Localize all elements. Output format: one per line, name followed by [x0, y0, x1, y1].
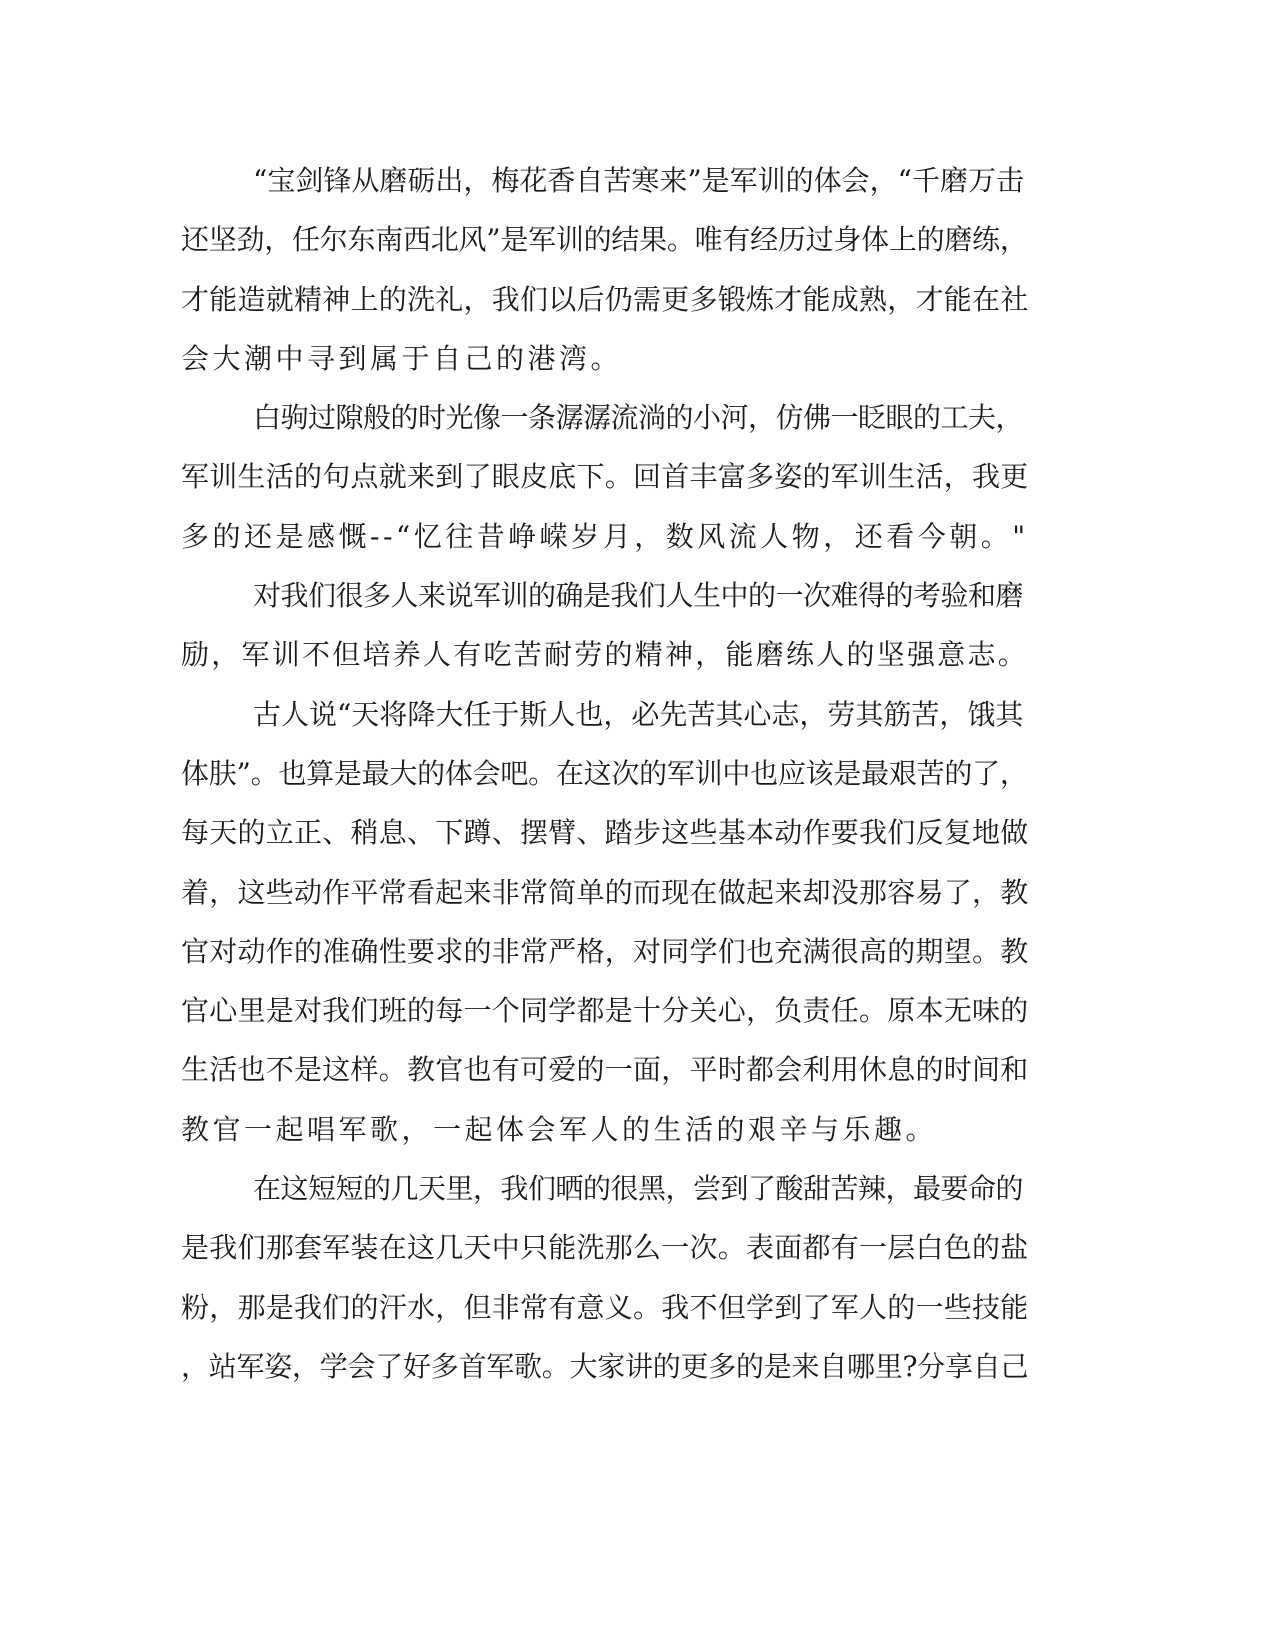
text-line: “宝剑锋从磨砺出，梅花香自苦寒来”是军训的体会，“千磨万击: [253, 164, 1024, 197]
text-line: 多的还是感慨--“忆往昔峥嵘岁月，数风流人物，还看今朝。": [181, 519, 1029, 553]
text-line: ，站军姿，学会了好多首军歌。大家讲的更多的是来自哪里?分享自己: [181, 1349, 1029, 1383]
text-line: 才能造就精神上的洗礼，我们以后仍需更多锻炼才能成熟，才能在社: [181, 282, 1029, 316]
text-line: 古人说“天将降大任于斯人也，必先苦其心志，劳其筋苦，饿其: [253, 697, 1024, 731]
text-line: 还坚劲，任尔东南西北风”是军训的结果。唯有经历过身体上的磨练，: [181, 223, 1028, 257]
text-line: 在这短短的几天里，我们晒的很黑，尝到了酸甜苦辣，最要命的: [253, 1172, 1024, 1206]
text-line: 是我们那套军装在这几天中只能洗那么一次。表面都有一层白色的盐: [181, 1231, 1029, 1265]
text-line: 官心里是对我们班的每一个同学都是十分关心，负责任。原本无味的: [181, 994, 1029, 1028]
text-line: 教官一起唱军歌，一起体会军人的生活的艰辛与乐趣。: [181, 1112, 938, 1146]
text-line: 每天的立正、稍息、下蹲、摆臂、踏步这些基本动作要我们反复地做: [181, 816, 1029, 850]
text-line: 着，这些动作平常看起来非常简单的而现在做起来却没那容易了，教: [181, 875, 1029, 909]
text-line: 粉，那是我们的汗水，但非常有意义。我不但学到了军人的一些技能: [181, 1290, 1029, 1324]
text-line: 对我们很多人来说军训的确是我们人生中的一次难得的考验和磨: [253, 579, 1024, 613]
text-line: 励，军训不但培养人有吃苦耐劳的精神，能磨练人的坚强意志。: [181, 638, 1029, 672]
document-body: [181, 151, 1029, 1396]
text-line: 军训生活的句点就来到了眼皮底下。回首丰富多姿的军训生活，我更: [181, 460, 1029, 494]
text-line: 官对动作的准确性要求的非常严格，对同学们也充满很高的期望。教: [181, 934, 1029, 968]
text-line: 体肤”。也算是最大的体会吧。在这次的军训中也应该是最艰苦的了，: [181, 756, 1028, 790]
text-line: 白驹过隙般的时光像一条潺潺流淌的小河，仿佛一眨眼的工夫，: [253, 401, 1024, 435]
text-line: 生活也不是这样。教官也有可爱的一面，平时都会利用休息的时间和: [181, 1053, 1029, 1087]
text-line: 会大潮中寻到属于自己的港湾。: [181, 341, 623, 375]
